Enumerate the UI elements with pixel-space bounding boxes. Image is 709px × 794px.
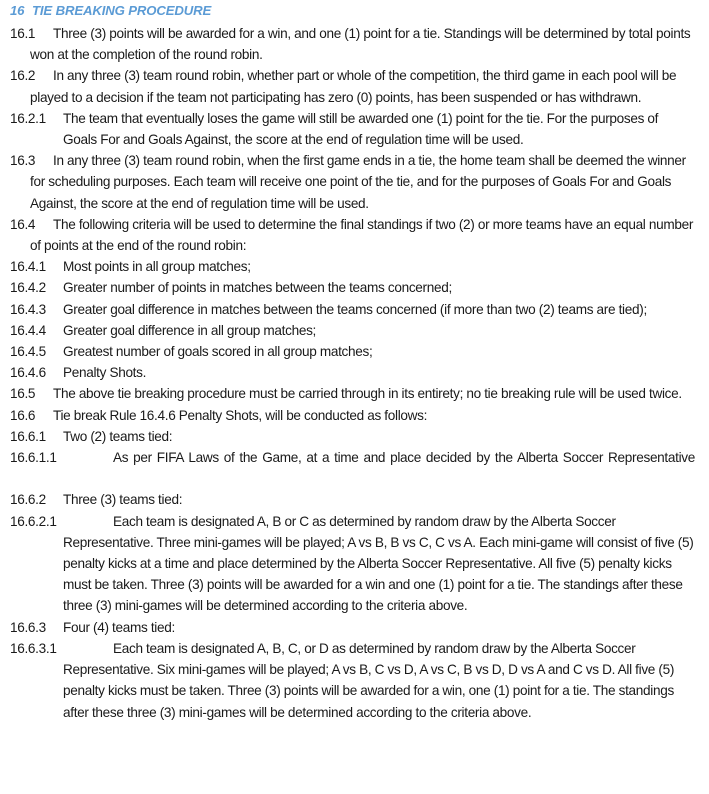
clause-text: The above tie breaking procedure must be carried through in its entirety; no tie breaking rule will be used twice. [53, 386, 682, 402]
clause-number: 16.6.2 [10, 492, 46, 508]
clause-16-4-6 [0, 362, 709, 383]
clause-number: 16.6.3.1 [10, 640, 57, 656]
clause-16-6 [0, 405, 709, 426]
clause-number: 16.4.4 [10, 322, 46, 338]
clause-number: 16.2 [10, 68, 36, 84]
clause-number: 16.6.1.1 [10, 450, 57, 466]
clause-text: Three (3) teams tied: [63, 492, 183, 508]
clause-number: 16.2.1 [10, 110, 46, 126]
clause-16-4-5 [0, 341, 709, 362]
clause-16-1 [0, 23, 709, 65]
clause-16-2-1 [0, 108, 709, 150]
clause-number: 16.4 [10, 216, 36, 232]
clause-text: Greater goal difference in matches between the teams concerned (if more than two (2) teams are tied); [63, 301, 647, 317]
clause-16-6-3 [0, 617, 709, 638]
clause-text: As per FIFA Laws of the Game, at a time and place decided by the Alberta Soccer Representative [113, 450, 695, 466]
clause-number: 16.5 [10, 386, 36, 402]
clause-16-6-3-1 [0, 638, 709, 723]
clause-text: Tie break Rule 16.4.6 Penalty Shots, will be conducted as follows: [53, 407, 428, 423]
clause-16-4-3 [0, 299, 709, 320]
clause-16-4-2 [0, 277, 709, 298]
clause-number: 16.4.1 [10, 259, 46, 275]
clause-text: Most points in all group matches; [63, 259, 251, 275]
clause-number: 16.4.3 [10, 301, 46, 317]
clause-number: 16.4.2 [10, 280, 46, 296]
clause-16-3 [0, 150, 709, 214]
clause-16-4 [0, 214, 709, 256]
section-heading-number: 16 [10, 3, 25, 18]
section-heading [10, 3, 211, 18]
clause-16-4-4 [0, 320, 709, 341]
clause-number: 16.6 [10, 407, 36, 423]
clause-text: In any three (3) team round robin, when the first game ends in a tie, the home team shall be deemed the winner for scheduling purposes. Each team will receive one point of the tie, and for the purposes of Goals For and Goals Against, the score at the end of regulation time will be used. [30, 153, 686, 211]
clause-number: 16.4.5 [10, 344, 46, 360]
clause-number: 16.6.1 [10, 428, 46, 444]
clause-text: Greatest number of goals scored in all group matches; [63, 344, 373, 360]
clause-text: Greater goal difference in all group matches; [63, 322, 316, 338]
clause-text: The team that eventually loses the game will still be awarded one (1) point for the tie. For the purposes of Goals For and Goals Against, the score at the end of regulation time will be used. [63, 110, 659, 148]
clause-text: Two (2) teams tied: [63, 428, 173, 444]
clause-list [0, 23, 709, 723]
section-heading-title: TIE BREAKING PROCEDURE [32, 3, 212, 18]
clause-16-5 [0, 383, 709, 404]
clause-16-6-2 [0, 489, 709, 510]
clause-text: Penalty Shots. [63, 365, 147, 381]
clause-text: Three (3) points will be awarded for a win, and one (1) point for a tie. Standings will be determined by total points won at the completion of the round robin. [30, 26, 691, 63]
clause-text: In any three (3) team round robin, whether part or whole of the competition, the third game in each pool will be played to a decision if the team not participating has zero (0) points, has been suspended or has withdrawn. [30, 68, 677, 105]
clause-number: 16.1 [10, 26, 36, 41]
clause-16-6-2-1 [0, 511, 709, 617]
clause-16-2 [0, 65, 709, 107]
clause-number: 16.6.2.1 [10, 513, 57, 529]
clause-text: The following criteria will be used to determine the final standings if two (2) or more teams have an equal number of points at the end of the round robin: [30, 216, 694, 254]
clause-number: 16.3 [10, 153, 36, 169]
clause-text: Greater number of points in matches between the teams concerned; [63, 280, 452, 296]
clause-16-6-1-1 [0, 447, 709, 489]
clause-text: Each team is designated A, B or C as determined by random draw by the Alberta Soccer Representative. Three mini-games will be played; A vs B, B vs C, C vs A. Each mini-game will consist of five (5) penalty kicks at a time and place determined by the Alberta Soccer Representative. All five (5) penalty kicks must be taken. Three (3) points will be awarded for a win and one (1) point for a tie. The standings after these three (3) mini-games will be determined according to the criteria above. [63, 513, 694, 614]
clause-text: Four (4) teams tied: [63, 619, 175, 635]
clause-number: 16.4.6 [10, 365, 46, 381]
clause-16-6-1 [0, 426, 709, 447]
clause-text: Each team is designated A, B, C, or D as determined by random draw by the Alberta Soccer Representative. Six mini-games will be played; A vs B, C vs D, A vs C, B vs D, D vs A and C vs D. All five (5) penalty kicks must be taken. Three (3) points will be awarded for a win, one (1) point for a tie. The standings after these three (3) mini-games will be determined according to the criteria above. [63, 640, 675, 720]
clause-number: 16.6.3 [10, 619, 46, 635]
clause-16-4-1 [0, 256, 709, 277]
